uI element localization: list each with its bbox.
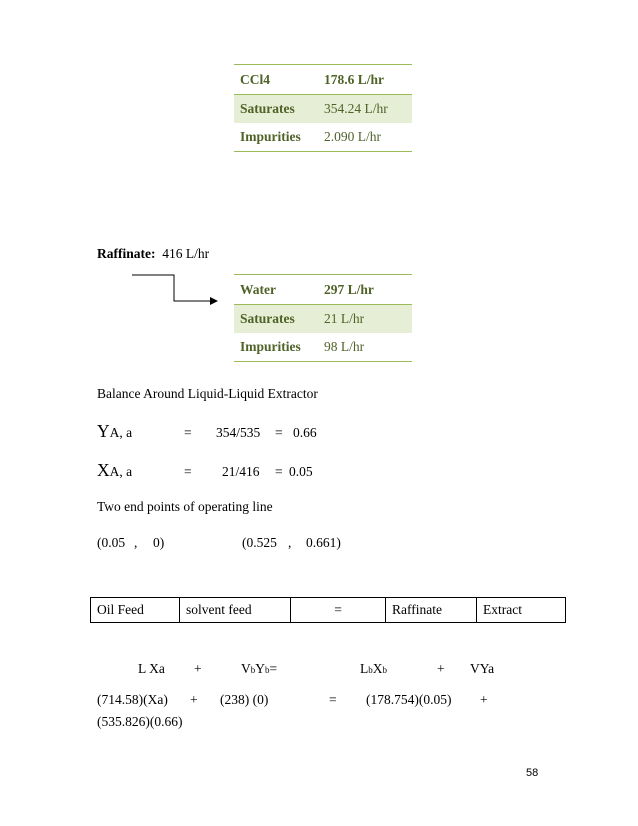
ya-equation xyxy=(97,421,132,442)
raffinate-line xyxy=(97,246,209,262)
point-1-y: 0) xyxy=(153,535,165,550)
flow-arrow-icon xyxy=(130,272,220,308)
raffinate-value: 416 L/hr xyxy=(162,246,210,261)
xa-fraction: 21/416 xyxy=(222,464,260,479)
cell-solvent-feed: solvent feed xyxy=(180,598,291,623)
sub-term-d: (535.826)(0.66) xyxy=(97,714,183,729)
sub-term-a: (714.58)(Xa) xyxy=(97,692,168,707)
table-row xyxy=(234,65,412,95)
component-name: Saturates xyxy=(240,101,295,116)
table-row xyxy=(91,598,566,623)
sub-plus-1: + xyxy=(190,692,198,707)
eq-plus-2: + xyxy=(437,661,445,676)
sub-term-b: (238) (0) xyxy=(220,692,269,707)
point-2-comma: , xyxy=(288,535,292,550)
table-row xyxy=(234,333,412,362)
eq-sub-b: b xyxy=(368,665,373,675)
component-name: Saturates xyxy=(240,311,295,326)
xa-equation xyxy=(97,460,132,481)
balance-heading: Balance Around Liquid-Liquid Extractor xyxy=(97,386,318,401)
cell-equals: = xyxy=(291,598,386,623)
ya-result: 0.66 xyxy=(293,425,317,440)
ya-symbol: Y xyxy=(97,421,110,441)
eq-term-vbyb xyxy=(241,661,277,677)
extract-composition-table xyxy=(234,64,412,152)
point-1-x: (0.05 xyxy=(97,535,126,550)
component-flow: 21 L/hr xyxy=(324,311,365,326)
eq-term-lbxb xyxy=(360,661,387,677)
xa-symbol: X xyxy=(97,460,110,480)
cell-extract: Extract xyxy=(477,598,566,623)
table-row xyxy=(234,275,412,305)
component-flow: 2.090 L/hr xyxy=(324,129,381,144)
table-row xyxy=(234,95,412,124)
point-2-y: 0.661) xyxy=(306,535,341,550)
eq-sub-b: b xyxy=(382,665,387,675)
material-balance-table xyxy=(90,597,566,623)
sub-term-c: (178.754)(0.05) xyxy=(366,692,452,707)
component-flow: 98 L/hr xyxy=(324,339,365,354)
ya-subscript: A, a xyxy=(109,425,133,440)
eq-equals: = xyxy=(269,661,278,676)
point-1-comma: , xyxy=(134,535,138,550)
component-name: Impurities xyxy=(240,129,301,144)
eq-y: Y xyxy=(255,661,265,676)
xa-result: 0.05 xyxy=(289,464,313,479)
component-name: CCl4 xyxy=(240,71,270,87)
table-row xyxy=(234,123,412,152)
page-number: 58 xyxy=(526,767,539,779)
eq-v: V xyxy=(241,661,251,676)
component-flow: 354.24 L/hr xyxy=(324,101,388,116)
endpoints-heading: Two end points of operating line xyxy=(97,499,273,514)
eq-l: L xyxy=(360,661,369,676)
component-name: Impurities xyxy=(240,339,301,354)
raffinate-label: Raffinate: xyxy=(97,246,156,261)
eq-term-vya: VYa xyxy=(470,661,495,676)
component-flow: 297 L/hr xyxy=(324,281,374,297)
table-row xyxy=(234,305,412,334)
point-2-x: (0.525 xyxy=(242,535,277,550)
sub-plus-2: + xyxy=(480,692,488,707)
eq-sub-b: b xyxy=(250,665,256,675)
ya-equals-2: = xyxy=(275,425,283,440)
xa-equals: = xyxy=(184,464,192,479)
xa-subscript: A, a xyxy=(109,464,133,479)
xa-equals-2: = xyxy=(275,464,283,479)
cell-oil-feed: Oil Feed xyxy=(91,598,180,623)
eq-x: X xyxy=(372,661,383,676)
sub-equals: = xyxy=(329,692,337,707)
cell-raffinate: Raffinate xyxy=(386,598,477,623)
ya-equals: = xyxy=(184,425,192,440)
component-name: Water xyxy=(240,281,276,297)
raffinate-composition-table xyxy=(234,274,412,362)
eq-term-lxa: L Xa xyxy=(138,661,165,676)
eq-sub-b: b xyxy=(265,665,270,675)
ya-fraction: 354/535 xyxy=(216,425,261,440)
eq-plus-1: + xyxy=(194,661,202,676)
component-flow: 178.6 L/hr xyxy=(324,71,385,87)
